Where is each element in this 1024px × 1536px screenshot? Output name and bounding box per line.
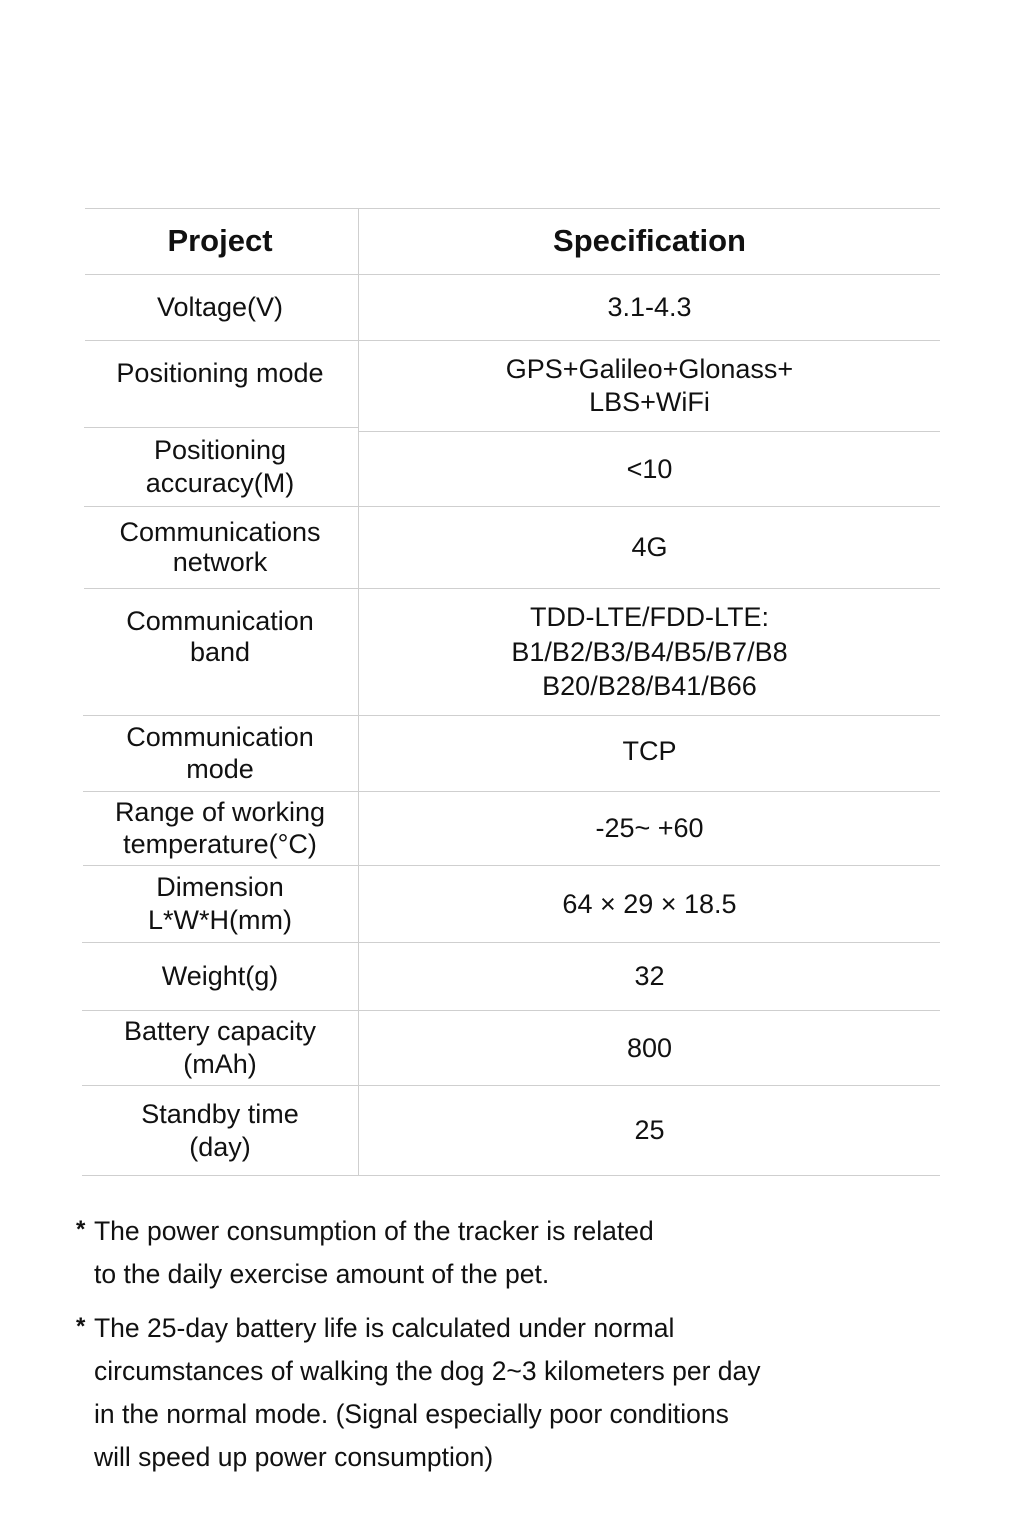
project-cell: Communications network [119,516,321,577]
header-project: Project [167,223,273,259]
footnote-asterisk: * [76,1313,86,1340]
specification-cell: 800 [626,1032,673,1063]
project-cell: Voltage(V) [156,292,284,323]
specification-cell: GPS+Galileo+Glonass+ LBS+WiFi [505,354,794,417]
header-specification: Specification [553,223,746,259]
specification-cell: -25~ +60 [595,813,704,844]
project-cell: Standby time (day) [141,1098,299,1162]
project-cell: Battery capacity (mAh) [123,1016,317,1079]
footnote-text: The 25-day battery life is calculated under normal circumstances of walking the dog 2~3 kilometers per day in the normal mode. (Signal especially poor conditions will speed up power consumption) [94,1313,761,1472]
specification-cell: <10 [626,453,673,484]
project-cell: Weight(g) [161,961,279,992]
project-cell: Communication mode [126,722,314,784]
project-cell: Range of working temperature(°C) [114,797,326,859]
footnote-battery-life [76,1307,876,1479]
project-cell: Positioning accuracy(M) [145,435,295,498]
footnote-text: The power consumption of the tracker is related to the daily exercise amount of the pet. [94,1216,654,1289]
table-bottom-border [82,1175,940,1176]
spec-table [82,208,940,1176]
specification-cell: 4G [631,532,668,563]
specification-cell: 64 × 29 × 18.5 [562,888,737,919]
footnote-power-consumption [76,1210,876,1296]
specification-cell: 32 [634,961,665,992]
specification-cell: TDD-LTE/FDD-LTE: B1/B2/B3/B4/B5/B7/B8 B20/B28/B41/B66 [511,602,788,702]
project-cell: Dimension L*W*H(mm) [148,872,292,935]
footnote-asterisk: * [76,1216,86,1243]
specification-cell: 3.1-4.3 [607,292,692,323]
specification-cell: TCP [622,735,677,766]
project-cell: Communication band [126,605,314,667]
project-cell: Positioning mode [116,357,324,388]
specification-cell: 25 [634,1115,665,1146]
